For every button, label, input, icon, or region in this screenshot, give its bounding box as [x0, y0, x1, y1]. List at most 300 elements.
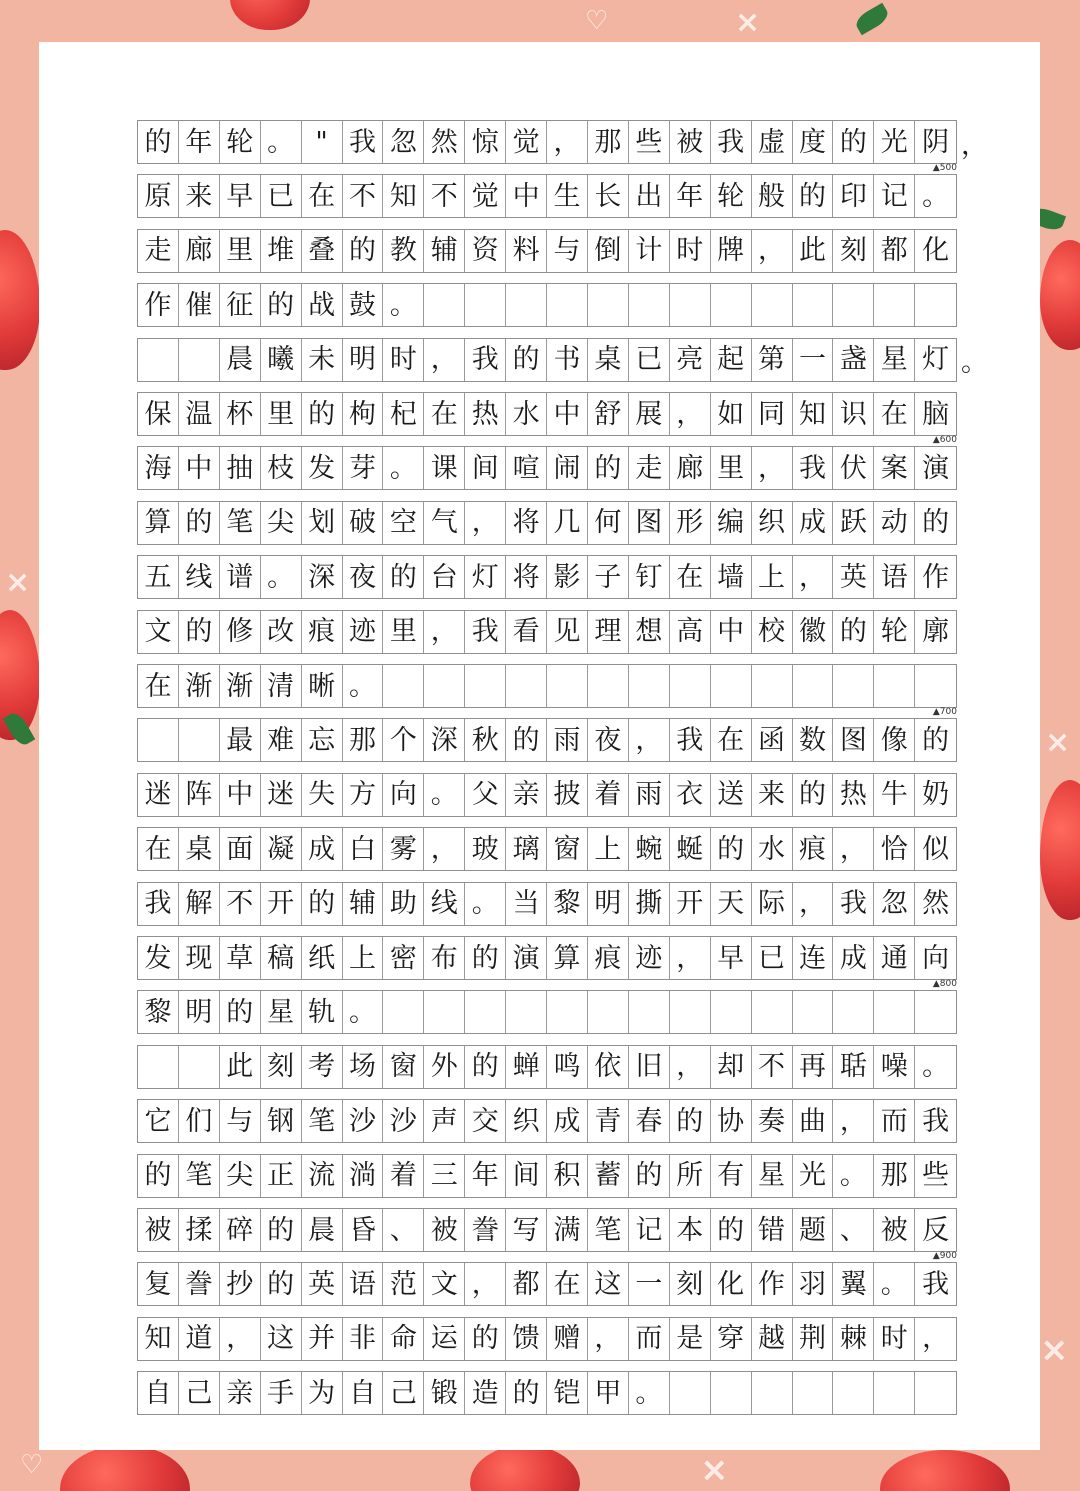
grid-cell: 印: [833, 175, 874, 217]
grid-cell: [874, 1372, 915, 1414]
grid-cell: 己: [179, 1372, 220, 1414]
grid-cell: 场: [343, 1046, 384, 1088]
grid-cell: 明: [343, 339, 384, 381]
grid-cell: 课: [424, 447, 465, 489]
grid-cell: 化: [922, 235, 950, 267]
grid-cell: 奶: [922, 779, 950, 811]
grid-cell: [179, 1046, 220, 1088]
grid-cell: 迷: [261, 774, 302, 816]
grid-cell: 空: [383, 502, 424, 544]
word-count-marker: ▲600: [932, 435, 957, 445]
grid-cell: 似: [922, 833, 950, 865]
grid-cell: 铠: [547, 1372, 588, 1414]
grid-cell: 英: [833, 556, 874, 598]
grid-cell: 旧: [629, 1046, 670, 1088]
grid-cell: 向: [922, 942, 950, 974]
grid-cell: 里: [711, 447, 752, 489]
grid-cell: 。: [874, 1263, 915, 1305]
grid-cell: 的: [922, 724, 950, 756]
grid-cell: 忽: [874, 883, 915, 925]
grid-cell: 我: [465, 339, 506, 381]
grid-cell: 中: [220, 774, 261, 816]
grid-cell: 在: [670, 556, 711, 598]
grid-cell: [711, 665, 752, 707]
grid-cell: 已: [752, 937, 793, 979]
grid-cell: 改: [261, 611, 302, 653]
grid-cell: 衣: [670, 774, 711, 816]
grid-cell: 里: [261, 393, 302, 435]
grid-cell: 上: [588, 828, 629, 870]
grid-cell: 再: [793, 1046, 834, 1088]
grid-cell: 方: [343, 774, 384, 816]
grid-cell: 脑: [922, 398, 950, 430]
grid-cell: 声: [424, 1100, 465, 1142]
grid-cell: 。: [833, 1155, 874, 1197]
grid-cell: 通: [874, 937, 915, 979]
grid-cell: 桌: [179, 828, 220, 870]
grid-row: [137, 1317, 957, 1361]
grid-cell: 枸: [343, 393, 384, 435]
grid-cell: 在: [424, 393, 465, 435]
grid-cell: [670, 284, 711, 326]
grid-cell: ": [302, 121, 343, 163]
grid-cell: 雾: [383, 828, 424, 870]
grid-cell: 个: [383, 719, 424, 761]
cross-icon: ×: [700, 1450, 729, 1490]
grid-cell: 。: [343, 991, 384, 1033]
grid-cell: [874, 665, 915, 707]
grid-cell: 沙: [343, 1100, 384, 1142]
grid-cell: 、: [833, 1209, 874, 1251]
strawberry-icon: [1040, 240, 1080, 350]
grid-cell: 白: [343, 828, 384, 870]
grid-cell: 想: [629, 611, 670, 653]
grid-cell: 而: [629, 1318, 670, 1360]
grid-cell: 的: [506, 1372, 547, 1414]
grid-cell: 草: [220, 937, 261, 979]
strawberry-icon: [0, 230, 40, 370]
grid-cell: 向: [383, 774, 424, 816]
grid-cell: 刻: [833, 230, 874, 272]
grid-cell: 复: [138, 1263, 179, 1305]
grid-cell: 我: [793, 447, 834, 489]
grid-cell: [793, 665, 834, 707]
grid-cell: 上: [752, 556, 793, 598]
grid-cell: 在: [138, 828, 179, 870]
grid-cell: 外: [424, 1046, 465, 1088]
grid-cell: 尖: [261, 502, 302, 544]
grid-cell: 忽: [383, 121, 424, 163]
grid-cell: 堆: [261, 230, 302, 272]
grid-cell: 为: [302, 1372, 343, 1414]
grid-cell: 不: [424, 175, 465, 217]
grid-cell: 题: [793, 1209, 834, 1251]
grid-cell: 青: [588, 1100, 629, 1142]
grid-cell: 辅: [343, 883, 384, 925]
grid-cell: 碎: [220, 1209, 261, 1251]
grid-cell: 牛: [874, 774, 915, 816]
grid-cell: 一: [793, 339, 834, 381]
grid-cell: 的: [261, 1209, 302, 1251]
grid-cell: 计: [629, 230, 670, 272]
grid-cell: 在: [711, 719, 752, 761]
grid-cell: 子: [588, 556, 629, 598]
grid-cell: 考: [302, 1046, 343, 1088]
grid-cell: 早: [711, 937, 752, 979]
grid-cell: 。: [922, 180, 950, 212]
grid-cell: 雨: [547, 719, 588, 761]
grid-cell: 在: [547, 1263, 588, 1305]
grid-cell: 痕: [302, 611, 343, 653]
grid-cell: [711, 991, 752, 1033]
grid-cell: 痕: [588, 937, 629, 979]
grid-cell: 亲: [506, 774, 547, 816]
grid-cell: 廊: [670, 447, 711, 489]
grid-cell: [138, 1046, 179, 1088]
grid-cell: 痕: [793, 828, 834, 870]
grid-cell: 是: [670, 1318, 711, 1360]
grid-row: [137, 1154, 957, 1198]
grid-row: [137, 1371, 957, 1415]
grid-cell: 算: [138, 502, 179, 544]
grid-cell: 的: [302, 393, 343, 435]
grid-cell: [383, 991, 424, 1033]
grid-cell: 成: [793, 502, 834, 544]
grid-cell: 觉: [506, 121, 547, 163]
grid-cell: 上: [343, 937, 384, 979]
grid-cell: 演: [506, 937, 547, 979]
grid-cell: 间: [506, 1155, 547, 1197]
grid-cell: 造: [465, 1372, 506, 1414]
grid-cell: 的: [220, 991, 261, 1033]
grid-row: [137, 718, 957, 762]
grid-cell: ，: [670, 393, 711, 435]
grid-cell: [629, 991, 670, 1033]
grid-cell: 窗: [547, 828, 588, 870]
grid-cell: 函: [752, 719, 793, 761]
grid-cell: 。: [261, 556, 302, 598]
grid-cell: [711, 284, 752, 326]
grid-cell: [465, 284, 506, 326]
grid-cell: 此: [220, 1046, 261, 1088]
margin-punctuation: 。: [961, 347, 988, 379]
grid-cell: ，: [670, 937, 711, 979]
grid-cell: 划: [302, 502, 343, 544]
grid-cell: [752, 284, 793, 326]
grid-cell: 算: [547, 937, 588, 979]
grid-cell: ，: [793, 883, 834, 925]
grid-cell: 时: [383, 339, 424, 381]
grid-cell: 倒: [588, 230, 629, 272]
grid-cell: [670, 665, 711, 707]
grid-cell: 线: [179, 556, 220, 598]
grid-cell: [833, 665, 874, 707]
grid-cell: 盏: [833, 339, 874, 381]
strawberry-icon: [60, 1445, 190, 1491]
word-count-marker: ▲500: [932, 163, 957, 173]
grid-cell: 已: [629, 339, 670, 381]
grid-cell: 。: [465, 883, 506, 925]
grid-cell: 黎: [138, 991, 179, 1033]
grid-cell: 保: [138, 393, 179, 435]
grid-cell: 的: [711, 1209, 752, 1251]
grid-cell: 的: [465, 1318, 506, 1360]
grid-row: [137, 1262, 957, 1306]
grid-cell: 蜿: [629, 828, 670, 870]
grid-cell: 的: [179, 611, 220, 653]
grid-cell: 手: [261, 1372, 302, 1414]
grid-cell: [138, 339, 179, 381]
grid-cell: 在: [874, 393, 915, 435]
grid-cell: [915, 665, 956, 707]
grid-cell: 亲: [220, 1372, 261, 1414]
grid-cell: ，: [793, 556, 834, 598]
grid-cell: 凝: [261, 828, 302, 870]
grid-cell: 那: [588, 121, 629, 163]
grid-cell: 出: [629, 175, 670, 217]
grid-row: [137, 610, 957, 654]
grid-cell: [711, 1372, 752, 1414]
grid-cell: 演: [922, 452, 950, 484]
heart-icon: ♡: [20, 1450, 44, 1480]
grid-cell: 所: [670, 1155, 711, 1197]
grid-cell: 密: [383, 937, 424, 979]
grid-cell: 运: [424, 1318, 465, 1360]
grid-cell: 命: [383, 1318, 424, 1360]
grid-cell: 道: [179, 1318, 220, 1360]
grid-cell: 。: [424, 774, 465, 816]
grid-cell: 伏: [833, 447, 874, 489]
grid-cell: [833, 1372, 874, 1414]
grid-cell: 晨: [220, 339, 261, 381]
grid-cell: 然: [922, 888, 950, 920]
grid-cell: [670, 991, 711, 1033]
grid-cell: 牌: [711, 230, 752, 272]
grid-cell: 昏: [343, 1209, 384, 1251]
grid-cell: [833, 284, 874, 326]
grid-cell: [670, 1372, 711, 1414]
grid-cell: [138, 719, 179, 761]
grid-cell: 语: [874, 556, 915, 598]
grid-cell: 般: [752, 175, 793, 217]
grid-cell: 刻: [261, 1046, 302, 1088]
grid-cell: 走: [138, 230, 179, 272]
grid-cell: 年: [670, 175, 711, 217]
grid-cell: 阴: [922, 126, 950, 158]
grid-cell: 五: [138, 556, 179, 598]
grid-cell: 作: [752, 1263, 793, 1305]
grid-cell: 语: [343, 1263, 384, 1305]
leaf-icon: [853, 3, 891, 36]
grid-cell: 自: [138, 1372, 179, 1414]
grid-cell: 协: [711, 1100, 752, 1142]
grid-row: [137, 501, 957, 545]
grid-cell: 助: [383, 883, 424, 925]
grid-cell: ，: [833, 828, 874, 870]
grid-cell: [179, 719, 220, 761]
grid-cell: 自: [343, 1372, 384, 1414]
grid-row: [137, 446, 957, 490]
grid-cell: 雨: [629, 774, 670, 816]
grid-cell: 成: [547, 1100, 588, 1142]
grid-cell: 来: [752, 774, 793, 816]
grid-cell: 书: [547, 339, 588, 381]
grid-cell: 灯: [922, 344, 950, 376]
grid-cell: 与: [220, 1100, 261, 1142]
grid-cell: 荆: [793, 1318, 834, 1360]
grid-row: [137, 1099, 957, 1143]
grid-cell: 织: [506, 1100, 547, 1142]
cross-icon: ×: [1045, 725, 1071, 760]
grid-cell: 轮: [874, 611, 915, 653]
grid-cell: 不: [220, 883, 261, 925]
grid-cell: 的: [465, 1046, 506, 1088]
grid-cell: 的: [670, 1100, 711, 1142]
grid-cell: 文: [424, 1263, 465, 1305]
grid-row: [137, 882, 957, 926]
grid-cell: [465, 665, 506, 707]
grid-cell: ，: [752, 230, 793, 272]
cross-icon: ×: [1040, 1330, 1069, 1370]
grid-cell: 现: [179, 937, 220, 979]
grid-row: [137, 338, 957, 382]
strawberry-icon: [880, 1450, 1010, 1491]
grid-cell: 形: [670, 502, 711, 544]
grid-cell: 抽: [220, 447, 261, 489]
grid-cell: 玻: [465, 828, 506, 870]
grid-cell: 晰: [302, 665, 343, 707]
grid-cell: ，: [670, 1046, 711, 1088]
grid-cell: 都: [506, 1263, 547, 1305]
grid-cell: 度: [793, 121, 834, 163]
grid-cell: 起: [711, 339, 752, 381]
grid-cell: [506, 665, 547, 707]
grid-cell: 鸣: [547, 1046, 588, 1088]
grid-cell: 抄: [220, 1263, 261, 1305]
grid-cell: 记: [874, 175, 915, 217]
grid-cell: 错: [752, 1209, 793, 1251]
grid-row: [137, 120, 957, 164]
grid-cell: 轮: [711, 175, 752, 217]
grid-cell: ，: [465, 502, 506, 544]
grid-cell: 水: [506, 393, 547, 435]
grid-cell: 笔: [302, 1100, 343, 1142]
grid-cell: 揉: [179, 1209, 220, 1251]
grid-cell: 叠: [302, 230, 343, 272]
grid-cell: 难: [261, 719, 302, 761]
grid-cell: 蓄: [588, 1155, 629, 1197]
grid-cell: 光: [793, 1155, 834, 1197]
grid-cell: 几: [547, 502, 588, 544]
grid-cell: 的: [711, 828, 752, 870]
grid-cell: 跃: [833, 502, 874, 544]
grid-cell: 廊: [179, 230, 220, 272]
grid-cell: 被: [670, 121, 711, 163]
grid-cell: 热: [465, 393, 506, 435]
grid-cell: 清: [261, 665, 302, 707]
grid-cell: 深: [302, 556, 343, 598]
grid-cell: 惊: [465, 121, 506, 163]
grid-cell: 辅: [424, 230, 465, 272]
grid-cell: 笔: [588, 1209, 629, 1251]
grid-cell: [547, 991, 588, 1033]
grid-cell: 曲: [793, 1100, 834, 1142]
grid-cell: 都: [874, 230, 915, 272]
grid-cell: 此: [793, 230, 834, 272]
grid-cell: 撕: [629, 883, 670, 925]
grid-cell: 中: [547, 393, 588, 435]
grid-cell: 的: [506, 719, 547, 761]
grid-cell: 忘: [302, 719, 343, 761]
grid-cell: 英: [302, 1263, 343, 1305]
grid-cell: 渐: [220, 665, 261, 707]
grid-cell: 知: [793, 393, 834, 435]
grid-cell: 这: [588, 1263, 629, 1305]
grid-cell: 已: [261, 175, 302, 217]
grid-cell: 们: [179, 1100, 220, 1142]
grid-cell: [383, 665, 424, 707]
grid-cell: 笔: [220, 502, 261, 544]
grid-cell: 桌: [588, 339, 629, 381]
grid-cell: 迹: [343, 611, 384, 653]
grid-cell: 成: [833, 937, 874, 979]
grid-cell: 闹: [547, 447, 588, 489]
strawberry-icon: [470, 1445, 580, 1491]
grid-cell: [915, 991, 956, 1033]
grid-cell: 沙: [383, 1100, 424, 1142]
grid-cell: 催: [179, 284, 220, 326]
grid-cell: 的: [506, 339, 547, 381]
grid-cell: 开: [670, 883, 711, 925]
grid-cell: 的: [138, 121, 179, 163]
grid-cell: 的: [261, 1263, 302, 1305]
grid-cell: 徽: [793, 611, 834, 653]
grid-cell: 棘: [833, 1318, 874, 1360]
grid-cell: 如: [711, 393, 752, 435]
grid-cell: 发: [302, 447, 343, 489]
grid-cell: 来: [179, 175, 220, 217]
grid-cell: 尖: [220, 1155, 261, 1197]
grid-cell: 第: [752, 339, 793, 381]
grid-cell: 案: [874, 447, 915, 489]
grid-cell: 虚: [752, 121, 793, 163]
grid-cell: 誊: [465, 1209, 506, 1251]
grid-cell: 解: [179, 883, 220, 925]
grid-cell: 依: [588, 1046, 629, 1088]
grid-cell: [629, 665, 670, 707]
cross-icon: ×: [5, 565, 31, 600]
grid-cell: 高: [670, 611, 711, 653]
grid-cell: 理: [588, 611, 629, 653]
grid-cell: 。: [922, 1051, 950, 1083]
grid-cell: 我: [922, 1105, 950, 1137]
grid-cell: 我: [833, 883, 874, 925]
grid-cell: 然: [424, 121, 465, 163]
grid-cell: 杞: [383, 393, 424, 435]
grid-cell: 写: [506, 1209, 547, 1251]
grid-cell: [752, 665, 793, 707]
grid-cell: 蝉: [506, 1046, 547, 1088]
grid-cell: 甲: [588, 1372, 629, 1414]
word-count-marker: ▲800: [932, 979, 957, 989]
grid-cell: 开: [261, 883, 302, 925]
grid-cell: 中: [179, 447, 220, 489]
grid-cell: [874, 284, 915, 326]
grid-cell: 披: [547, 774, 588, 816]
grid-cell: 的: [833, 611, 874, 653]
grid-cell: ，: [424, 339, 465, 381]
grid-cell: 知: [383, 175, 424, 217]
